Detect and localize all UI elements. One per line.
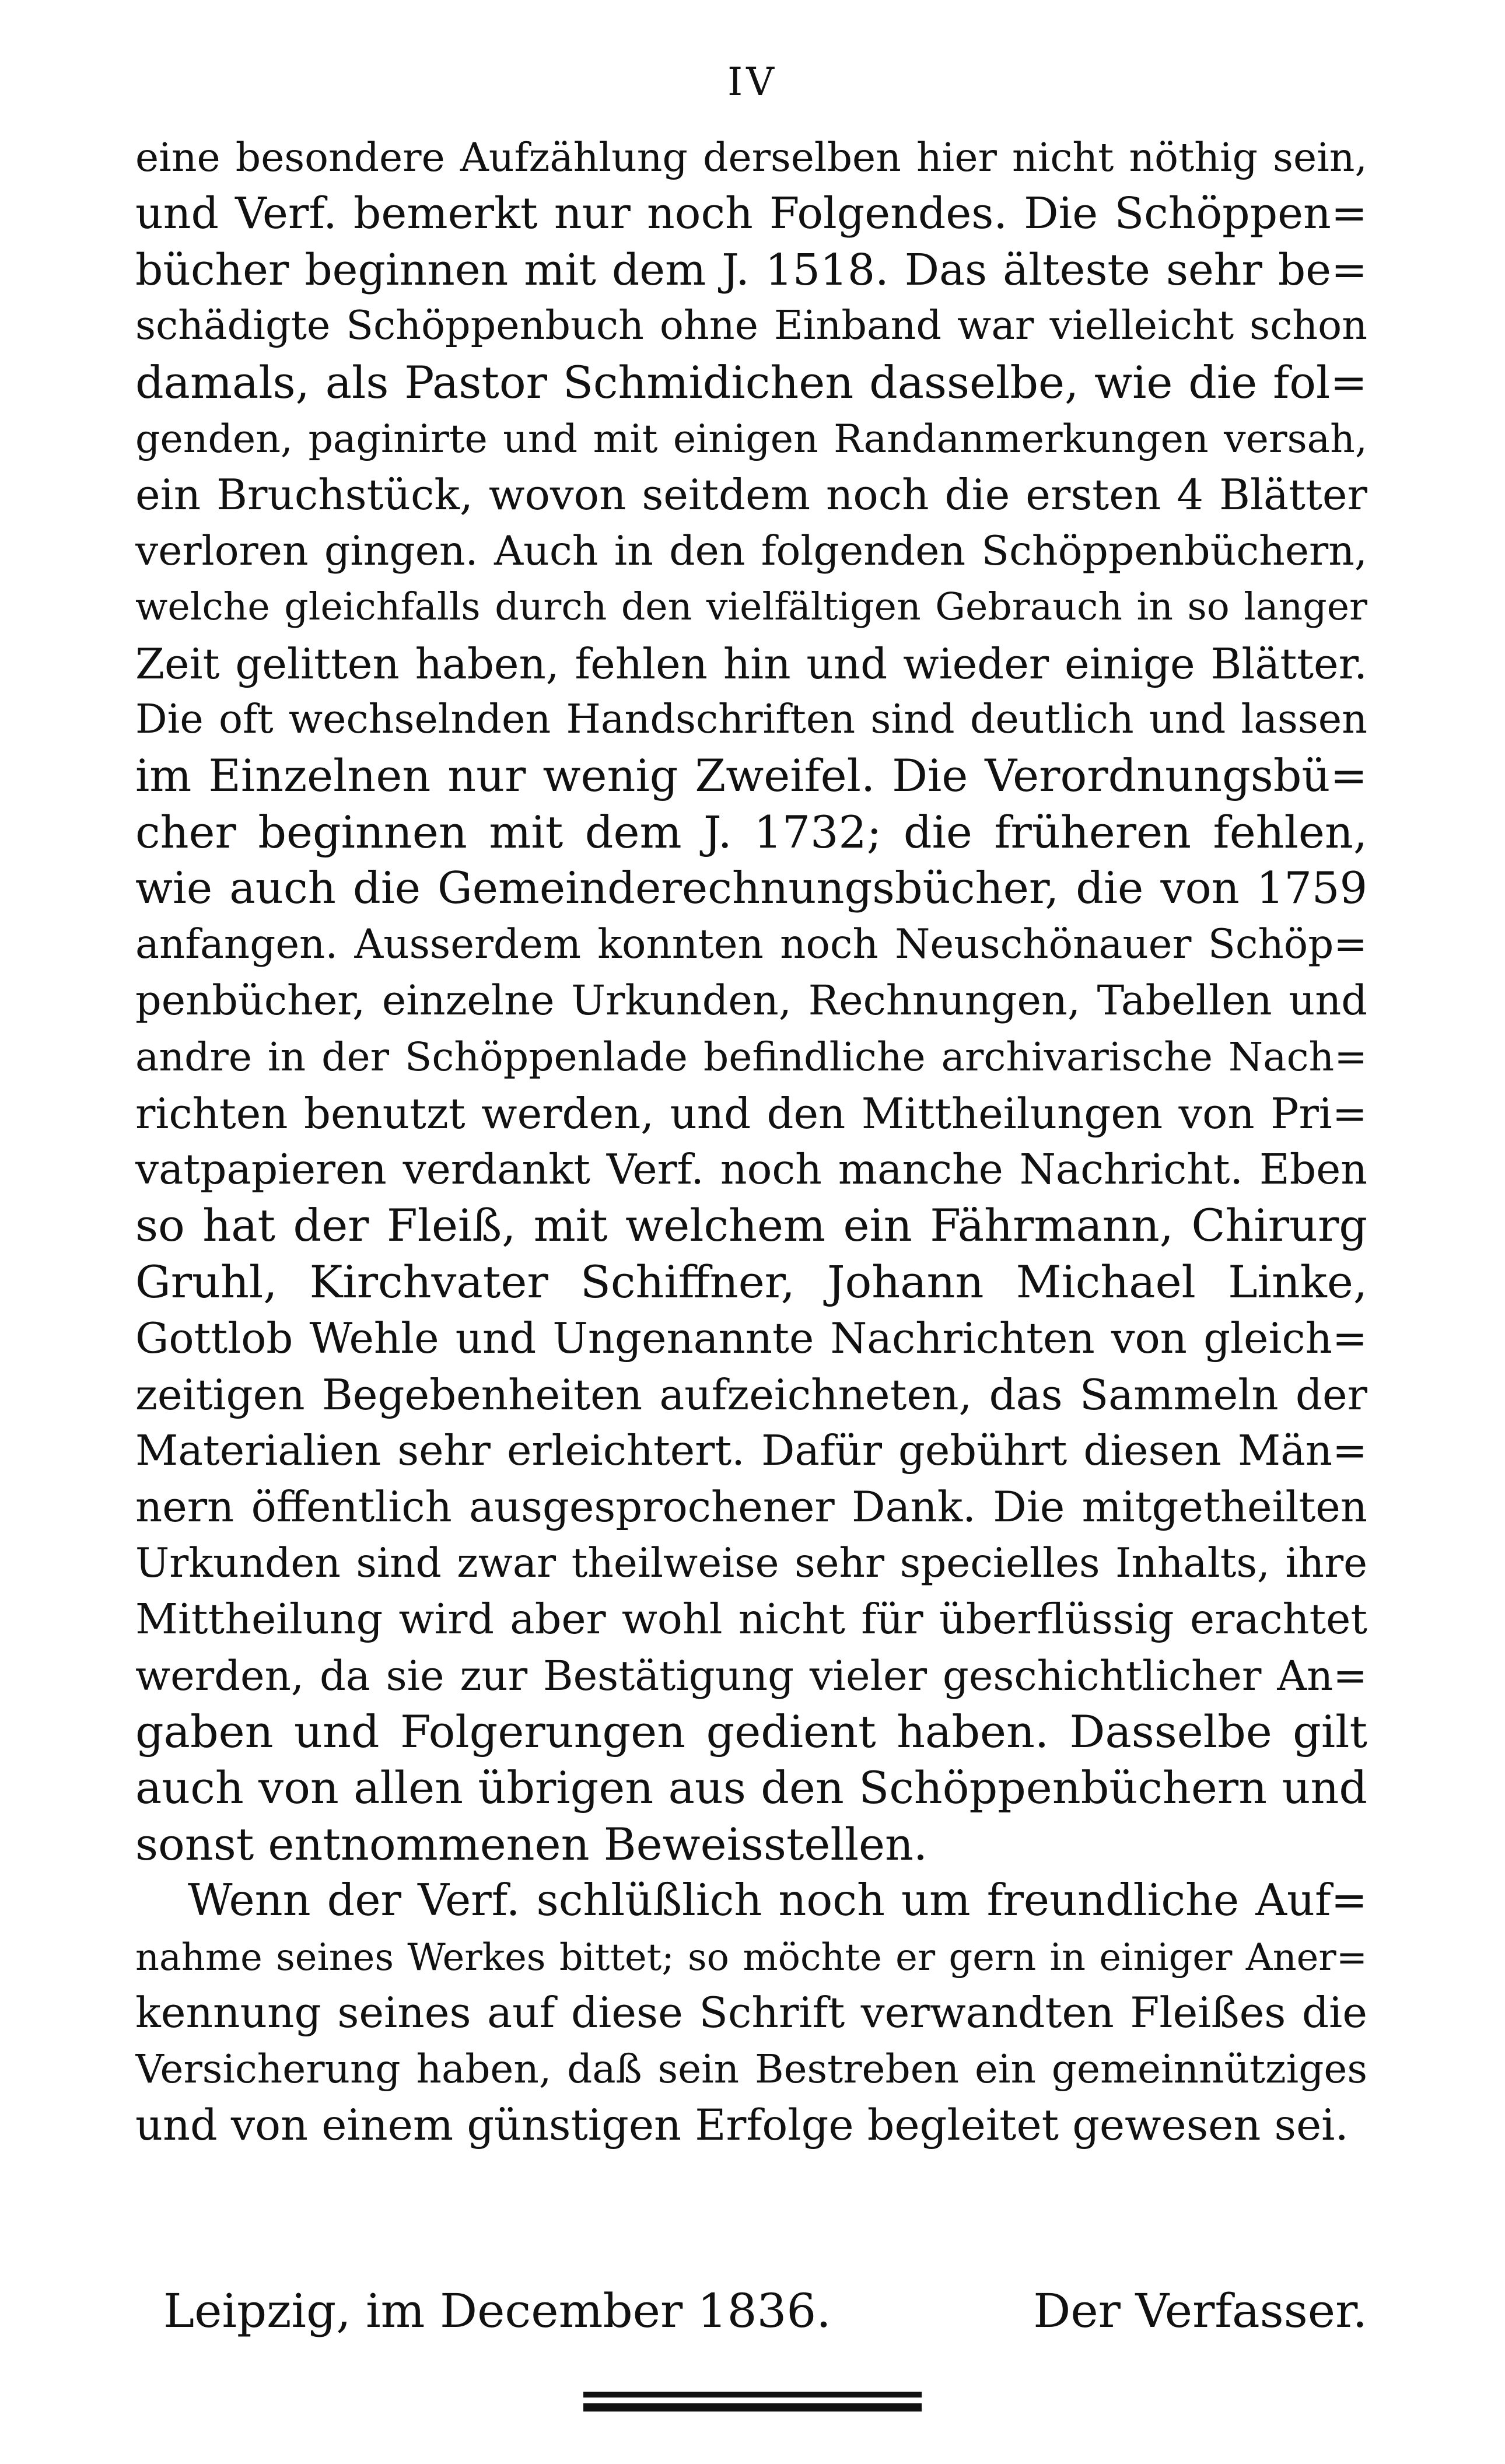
text-line: vatpapieren verdankt Verf. noch manche Nachricht. Eben <box>135 1145 1367 1194</box>
text-line: und von einem günstigen Erfolge begleitet gewesen sei. <box>135 2100 1349 2150</box>
text-line: Materialien sehr erleichtert. Dafür gebührt diesen Män= <box>135 1426 1367 1475</box>
text-line: werden, da sie zur Bestätigung vieler geschichtlicher An= <box>135 1651 1367 1700</box>
text-line: Wenn der Verf. schlüßlich noch um freundliche Auf= <box>188 1875 1367 1926</box>
text-line: Mittheilung wird aber wohl nicht für überflüssig erachtet <box>135 1595 1367 1644</box>
text-line: cher beginnen mit dem J. 1732; die früheren fehlen, <box>135 806 1367 858</box>
text-line: zeitigen Begebenheiten aufzeichneten, das Sammeln der <box>135 1370 1367 1419</box>
text-line: so hat der Fleiß, mit welchem ein Fährmann, Chirurg <box>135 1199 1367 1252</box>
text-line: anfangen. Ausserdem konnten noch Neuschönauer Schöp= <box>135 921 1367 968</box>
text-line: kennung seines auf diese Schrift verwandten Fleißes die <box>135 1988 1367 2038</box>
text-line: und Verf. bemerkt nur noch Folgendes. Die Schöppen= <box>135 188 1367 239</box>
text-line: ein Bruchstück, wovon seitdem noch die ersten 4 Blätter <box>135 470 1367 520</box>
text-line: schädigte Schöppenbuch ohne Einband war vielleicht schon <box>135 303 1367 349</box>
text-line: penbücher, einzelne Urkunden, Rechnungen, Tabellen und <box>135 977 1367 1024</box>
text-line: Die oft wechselnden Handschriften sind deutlich und lassen <box>135 696 1367 743</box>
text-line: verloren gingen. Auch in den folgenden Schöppenbüchern, <box>135 527 1367 575</box>
text-line: welche gleichfalls durch den vielfältigen Gebrauch in so langer <box>135 585 1367 629</box>
text-line: genden, paginirte und mit einigen Randanmerkungen versah, <box>135 415 1367 461</box>
body-text <box>135 130 1367 2154</box>
text-line: Urkunden sind zwar theilweise sehr specielles Inhalts, ihre <box>135 1539 1367 1587</box>
text-line: Gottlob Wehle und Ungenannte Nachrichten von gleich= <box>135 1314 1367 1363</box>
text-line: Zeit gelitten haben, fehlen hin und wieder einige Blätter. <box>135 639 1367 688</box>
rule-line-thick <box>583 2403 922 2412</box>
text-line: auch von allen übrigen aus den Schöppenbüchern und <box>135 1762 1367 1814</box>
signature-row <box>163 2276 1367 2346</box>
closing-double-rule <box>583 2392 922 2413</box>
rule-line-thin <box>583 2392 922 2398</box>
text-line: nern öffentlich ausgesprochener Dank. Die mitgetheilten <box>135 1482 1367 1532</box>
text-line: eine besondere Aufzählung derselben hier nicht nöthig sein, <box>135 134 1367 180</box>
author-signature: Der Verfasser. <box>1033 2284 1367 2338</box>
text-line: bücher beginnen mit dem J. 1518. Das älteste sehr be= <box>135 244 1367 295</box>
text-line: nahme seines Werkes bittet; so möchte er gern in einiger Aner= <box>135 1935 1367 1979</box>
text-line: sonst entnommenen Beweisstellen. <box>135 1818 928 1870</box>
text-line: gaben und Folgerungen gedient haben. Dasselbe gilt <box>135 1705 1367 1758</box>
text-line: damals, als Pastor Schmidichen dasselbe, wie die fol= <box>135 356 1367 408</box>
text-line: richten benutzt werden, und den Mittheilungen von Pri= <box>135 1088 1367 1138</box>
text-line: im Einzelnen nur wenig Zweifel. Die Verordnungsbü= <box>135 750 1367 802</box>
place-and-date: Leipzig, im December 1836. <box>163 2284 831 2338</box>
text-line: Versicherung haben, daß sein Bestreben ein gemeinnütziges <box>135 2046 1367 2092</box>
text-line: Gruhl, Kirchvater Schiffner, Johann Michael Linke, <box>135 1255 1367 1308</box>
text-line: wie auch die Gemeinderechnungsbücher, die von 1759 <box>135 863 1367 914</box>
text-line: andre in der Schöppenlade befindliche archivarische Nach= <box>135 1034 1367 1080</box>
page-number: IV <box>727 60 778 104</box>
